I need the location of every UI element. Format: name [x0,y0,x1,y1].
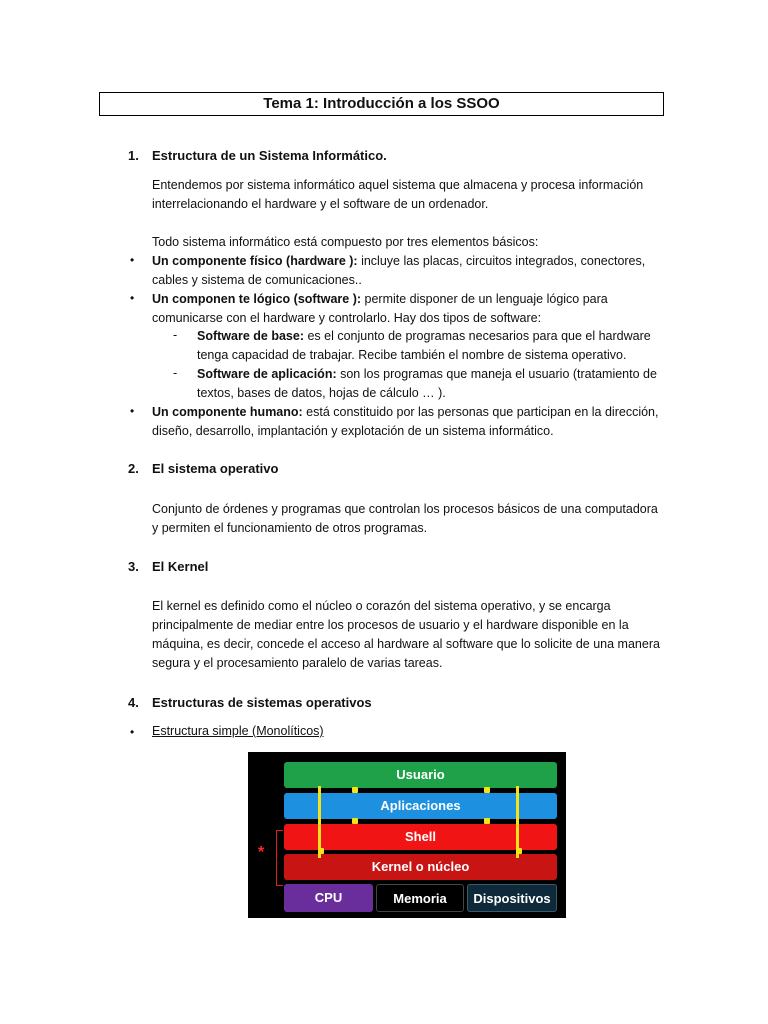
layer-shell: Shell [284,824,557,850]
page-title: Tema 1: Introducción a los SSOO [99,92,664,116]
box-memoria: Memoria [376,884,464,912]
section-3-number: 3. [128,559,139,574]
bullet-software-text: permite disponer de un lenguaje lógico para comunicarse con el hardware y controlarlo. Hay dos tipos de software: [152,292,608,325]
section-4-heading: Estructuras de sistemas operativos [152,695,372,710]
box-cpu: CPU [284,884,373,912]
layer-aplicaciones: Aplicaciones [284,793,557,819]
connector-dot [352,787,358,793]
bullet-hardware-text: incluye las placas, circuitos integrados, conectores, cables y sistema de comunicaciones.. [152,254,646,287]
subitem-software-aplicacion [197,365,664,403]
layer-kernel: Kernel o núcleo [284,854,557,880]
section-1-paragraph-1: Entendemos por sistema informático aquel sistema que almacena y procesa información interrelacionando el hardware y el software de un ordenador. [152,178,644,211]
bullet-software-term: Un componen te lógico (software ): [152,292,362,306]
subitem-software-base [197,327,664,365]
section-1-number: 1. [128,148,139,163]
connector-dot [318,848,324,854]
kernel-shell-bracket [276,830,283,886]
bullet-humano [152,403,664,441]
structure-simple-label: Estructura simple (Monolíticos) [152,724,324,738]
bullet-humano-term: Un componente humano: [152,405,303,419]
bullet-hardware-term: Un componente físico (hardware ): [152,254,358,268]
dash-icon: - [173,366,178,380]
section-1-paragraph-2: Todo sistema informático está compuesto por tres elementos básicos: [152,235,539,249]
bullet-icon: • [130,291,135,305]
section-3-paragraph: El kernel es definido como el núcleo o corazón del sistema operativo, y se encarga principalmente de mediar entre los procesos de usuario y el hardware disponible en la máquina, es decir, concede el acceso al hardware al software que lo solicite de una manera segura y el procesamiento paralelo de varias tareas. [152,599,660,670]
monolithic-structure-diagram [248,752,566,918]
subitem-software-aplicacion-text: son los programas que maneja el usuario (tratamiento de textos, bases de datos, hojas de cálculo … ). [197,367,657,400]
connector-dot [352,818,358,824]
section-2-heading: El sistema operativo [152,461,279,476]
asterisk-marker: * [258,844,265,861]
box-dispositivos: Dispositivos [467,884,557,912]
section-2-number: 2. [128,461,139,476]
section-3-heading: El Kernel [152,559,209,574]
connector-dot [484,787,490,793]
subitem-software-base-term: Software de base: [197,329,304,343]
connector-dot [484,818,490,824]
bullet-icon: • [130,253,135,267]
dash-icon: - [173,328,178,342]
bullet-hardware [152,252,664,290]
section-1-heading: Estructura de un Sistema Informático. [152,148,387,163]
bullet-icon: • [130,404,135,418]
bullet-software [152,290,664,328]
subitem-software-base-text: es el conjunto de programas necesarios para que el hardware tenga capacidad de trabajar. Recibe también el nombre de sistema operativo. [197,329,651,362]
subitem-software-aplicacion-term: Software de aplicación: [197,367,337,381]
bullet-icon: • [130,725,135,739]
connector-dot [516,848,522,854]
section-2-paragraph: Conjunto de órdenes y programas que controlan los procesos básicos de una computadora y permiten el funcionamiento de otros programas. [152,502,658,535]
layer-usuario: Usuario [284,762,557,788]
section-4-number: 4. [128,695,139,710]
bullet-humano-text: está constituido por las personas que participan en la dirección, diseño, desarrollo, implantación y explotación de un sistema informático. [152,405,659,438]
